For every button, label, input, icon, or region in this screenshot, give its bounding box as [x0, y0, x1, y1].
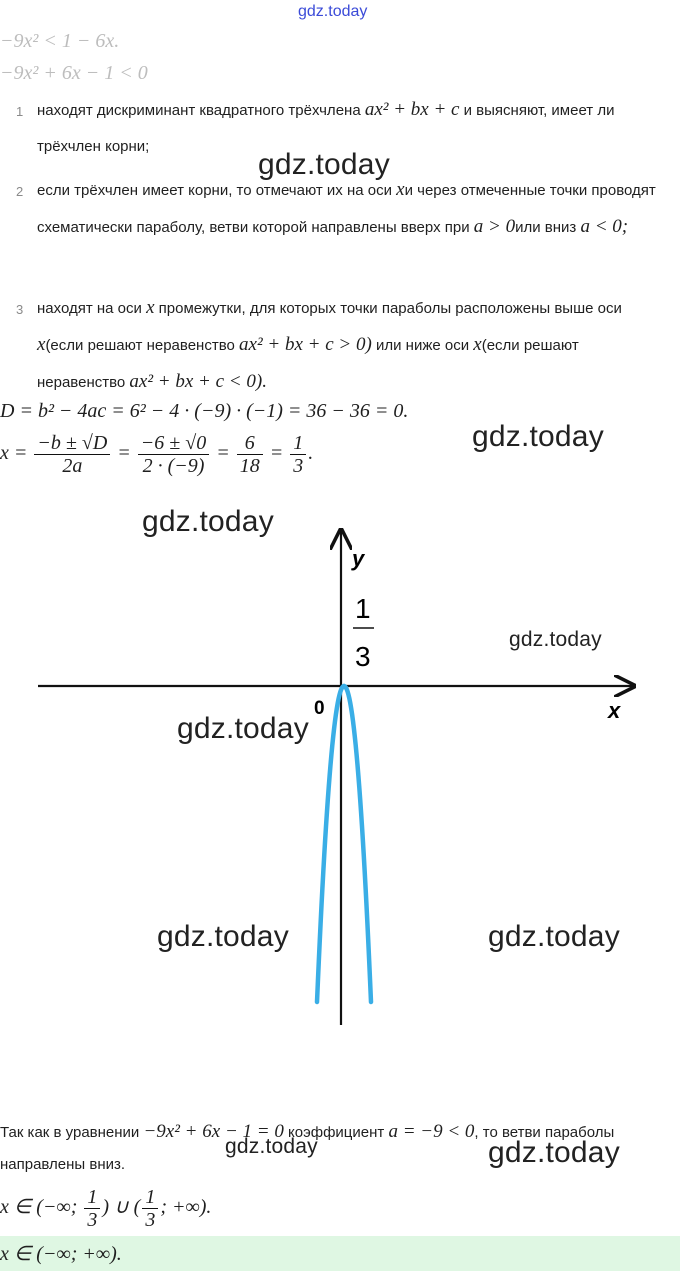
- answer-formula: x ∈ (−∞; +∞).: [0, 1243, 122, 1265]
- parabola-graph: [0, 500, 680, 1060]
- watermark: gdz.today: [177, 712, 309, 745]
- watermark: gdz.today: [472, 420, 604, 453]
- vertex-label-numerator: 1: [355, 593, 371, 624]
- watermark: gdz.today: [488, 920, 620, 953]
- top-watermark: gdz.today: [298, 3, 368, 20]
- x-axis-label: x: [608, 698, 621, 723]
- watermark: gdz.today: [488, 1136, 620, 1169]
- intro-line-1: −9x² < 1 − 6x.: [0, 30, 120, 52]
- watermark: gdz.today: [142, 505, 274, 538]
- watermark: gdz.today: [157, 920, 289, 953]
- step-number-2: 2: [16, 184, 24, 199]
- y-axis-label: y: [352, 546, 365, 571]
- step-text-1: находят дискриминант квадратного трёхчлена ax² + bx + c и выясняют, имеет ли трёхчлен корни;: [37, 99, 615, 155]
- intro-line-2: −9x² + 6x − 1 < 0: [0, 62, 148, 84]
- step-text-2: если трёхчлен имеет корни, то отмечают их на оси xи через отмеченные точки проводят схематически параболу, ветви которой направлены вверх при a > 0или вниз a < 0;: [37, 179, 656, 237]
- discriminant-formula: D = b² − 4ac = 6² − 4 · (−9) · (−1) = 36 − 36 = 0.: [0, 400, 409, 422]
- watermark: gdz.today: [509, 628, 602, 651]
- parabola-curve: [317, 686, 371, 1002]
- watermark: gdz.today: [258, 148, 390, 181]
- conclusion-text: Так как в уравнении −9x² + 6x − 1 = 0 коэффициент a = −9 < 0, то ветви параболы направлены вниз.: [0, 1121, 615, 1173]
- step-text-3: находят на оси x промежутки, для которых точки параболы расположены выше оси x(если решают неравенство ax² + bx + c > 0) или ниже оси x(если решают неравенство ax² + bx + c < 0).: [37, 297, 622, 392]
- root-formula: x = $\frac{-b \pm √D}{2a}$ = $\frac{-6 \pm √0}{2 \cdot (-9)}$ = $\frac{6}{18}$ = $\frac{1}{3}$ .: [0, 432, 314, 477]
- step-number-1: 1: [16, 104, 24, 119]
- watermark: gdz.today: [225, 1135, 318, 1158]
- origin-label: 0: [314, 698, 325, 719]
- vertex-label-denominator: 3: [355, 641, 371, 672]
- union-formula: x ∈ (−∞; $\frac{1}{3}$ ) ∪ ( $\frac{1}{3}$ ; +∞).: [0, 1186, 212, 1231]
- step-number-3: 3: [16, 302, 24, 317]
